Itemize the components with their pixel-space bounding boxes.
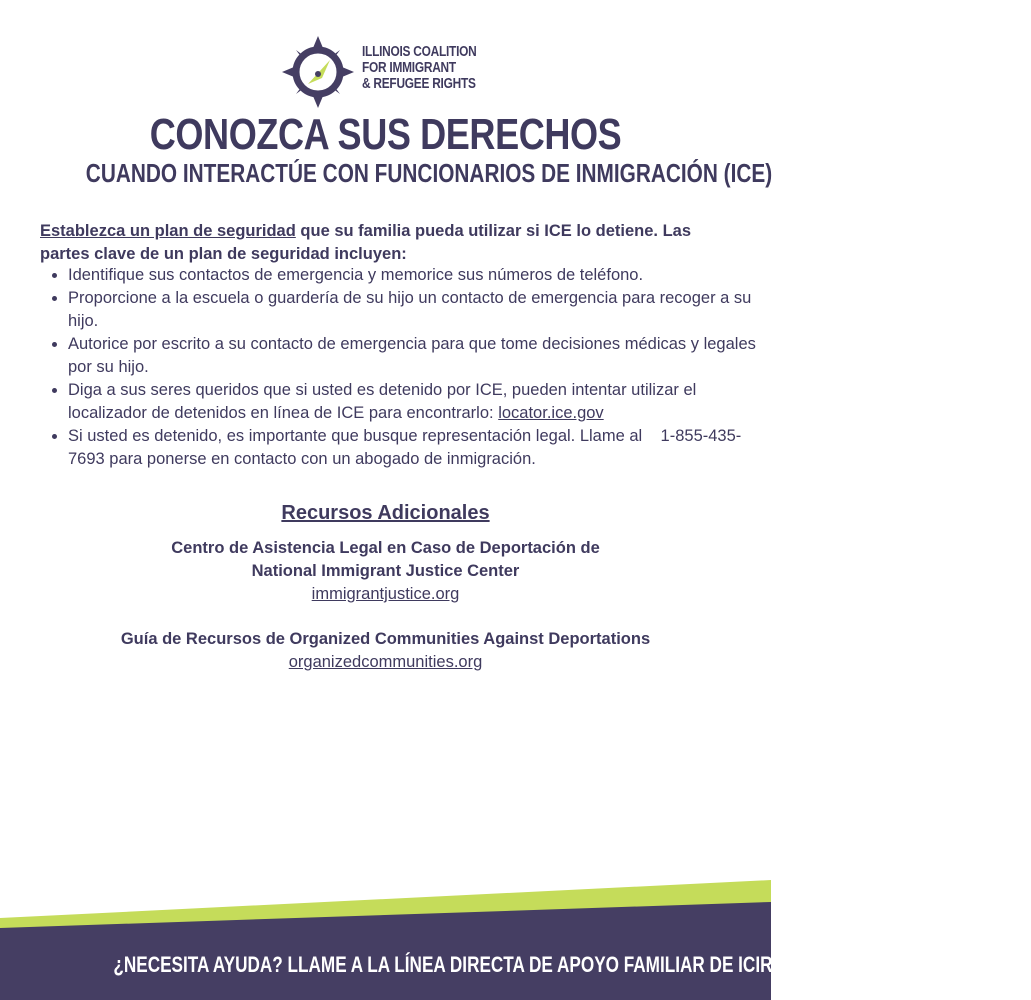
organizedcommunities-link[interactable]: organizedcommunities.org: [288, 653, 483, 671]
page-subtitle-text: CUANDO INTERACTÚE CON FUNCIONARIOS DE INMIGRACIÓN (ICE): [85, 158, 773, 188]
logo: [282, 34, 512, 108]
locator-link[interactable]: locator.ice.gov: [498, 404, 604, 422]
list-item: [68, 287, 768, 333]
list-item: [68, 425, 768, 471]
list-item-text: Si usted es detenido, es importante que busque representación legal. Llame al 1-855-435-7693 para ponerse en contacto con un abogado de inmigración.: [68, 427, 742, 468]
helpline-text: ¿NECESITA AYUDA? LLAME A LA LÍNEA DIRECTA DE APOYO FAMILIAR DE ICIRR: 1-855-435-7693: [113, 952, 918, 977]
page-title: [0, 110, 771, 160]
list-item: [68, 333, 768, 379]
list-item-text: Diga a sus seres queridos que si usted es detenido por ICE, pueden intentar utilizar el localizador de detenidos en línea de ICE para encontrarlo:: [68, 381, 697, 422]
list-item-text: Autorice por escrito a su contacto de emergencia para que tome decisiones médicas y legales por su hijo.: [68, 335, 756, 376]
list-item-text: Proporcione a la escuela o guardería de su hijo un contacto de emergencia para recoger a su hijo.: [68, 289, 752, 330]
safety-plan-intro: [40, 220, 730, 266]
list-item: [68, 379, 768, 425]
resource-njic: [0, 537, 771, 606]
resource-name: National Immigrant Justice Center: [251, 562, 520, 580]
page-subtitle: [0, 158, 771, 189]
logo-line: & REFUGEE RIGHTS: [362, 76, 476, 92]
resources-heading: Recursos Adicionales: [281, 502, 490, 524]
resource-name: Centro de Asistencia Legal en Caso de Deportación de: [171, 539, 600, 557]
logo-line: FOR IMMIGRANT: [362, 60, 456, 76]
footer-banner: [0, 880, 771, 1000]
safety-plan-list: [40, 264, 768, 471]
resource-ocad: [0, 628, 771, 674]
compass-icon: [282, 34, 354, 108]
helpline-banner: [0, 952, 918, 978]
intro-text: que su familia pueda utilizar si ICE lo detiene. Las partes clave de un plan de seguridad incluyen:: [40, 222, 692, 263]
list-item: [68, 264, 768, 287]
logo-wordmark: [362, 44, 493, 92]
page-title-text: CONOZCA SUS DERECHOS: [149, 110, 622, 159]
immigrantjustice-link[interactable]: immigrantjustice.org: [311, 585, 460, 603]
safety-plan-link[interactable]: Establezca un plan de seguridad: [40, 222, 296, 240]
list-item-text: Identifique sus contactos de emergencia y memorice sus números de teléfono.: [68, 266, 644, 284]
logo-line: ILLINOIS COALITION: [362, 44, 477, 60]
resource-name: Guía de Recursos de Organized Communities Against Deportations: [120, 630, 651, 648]
